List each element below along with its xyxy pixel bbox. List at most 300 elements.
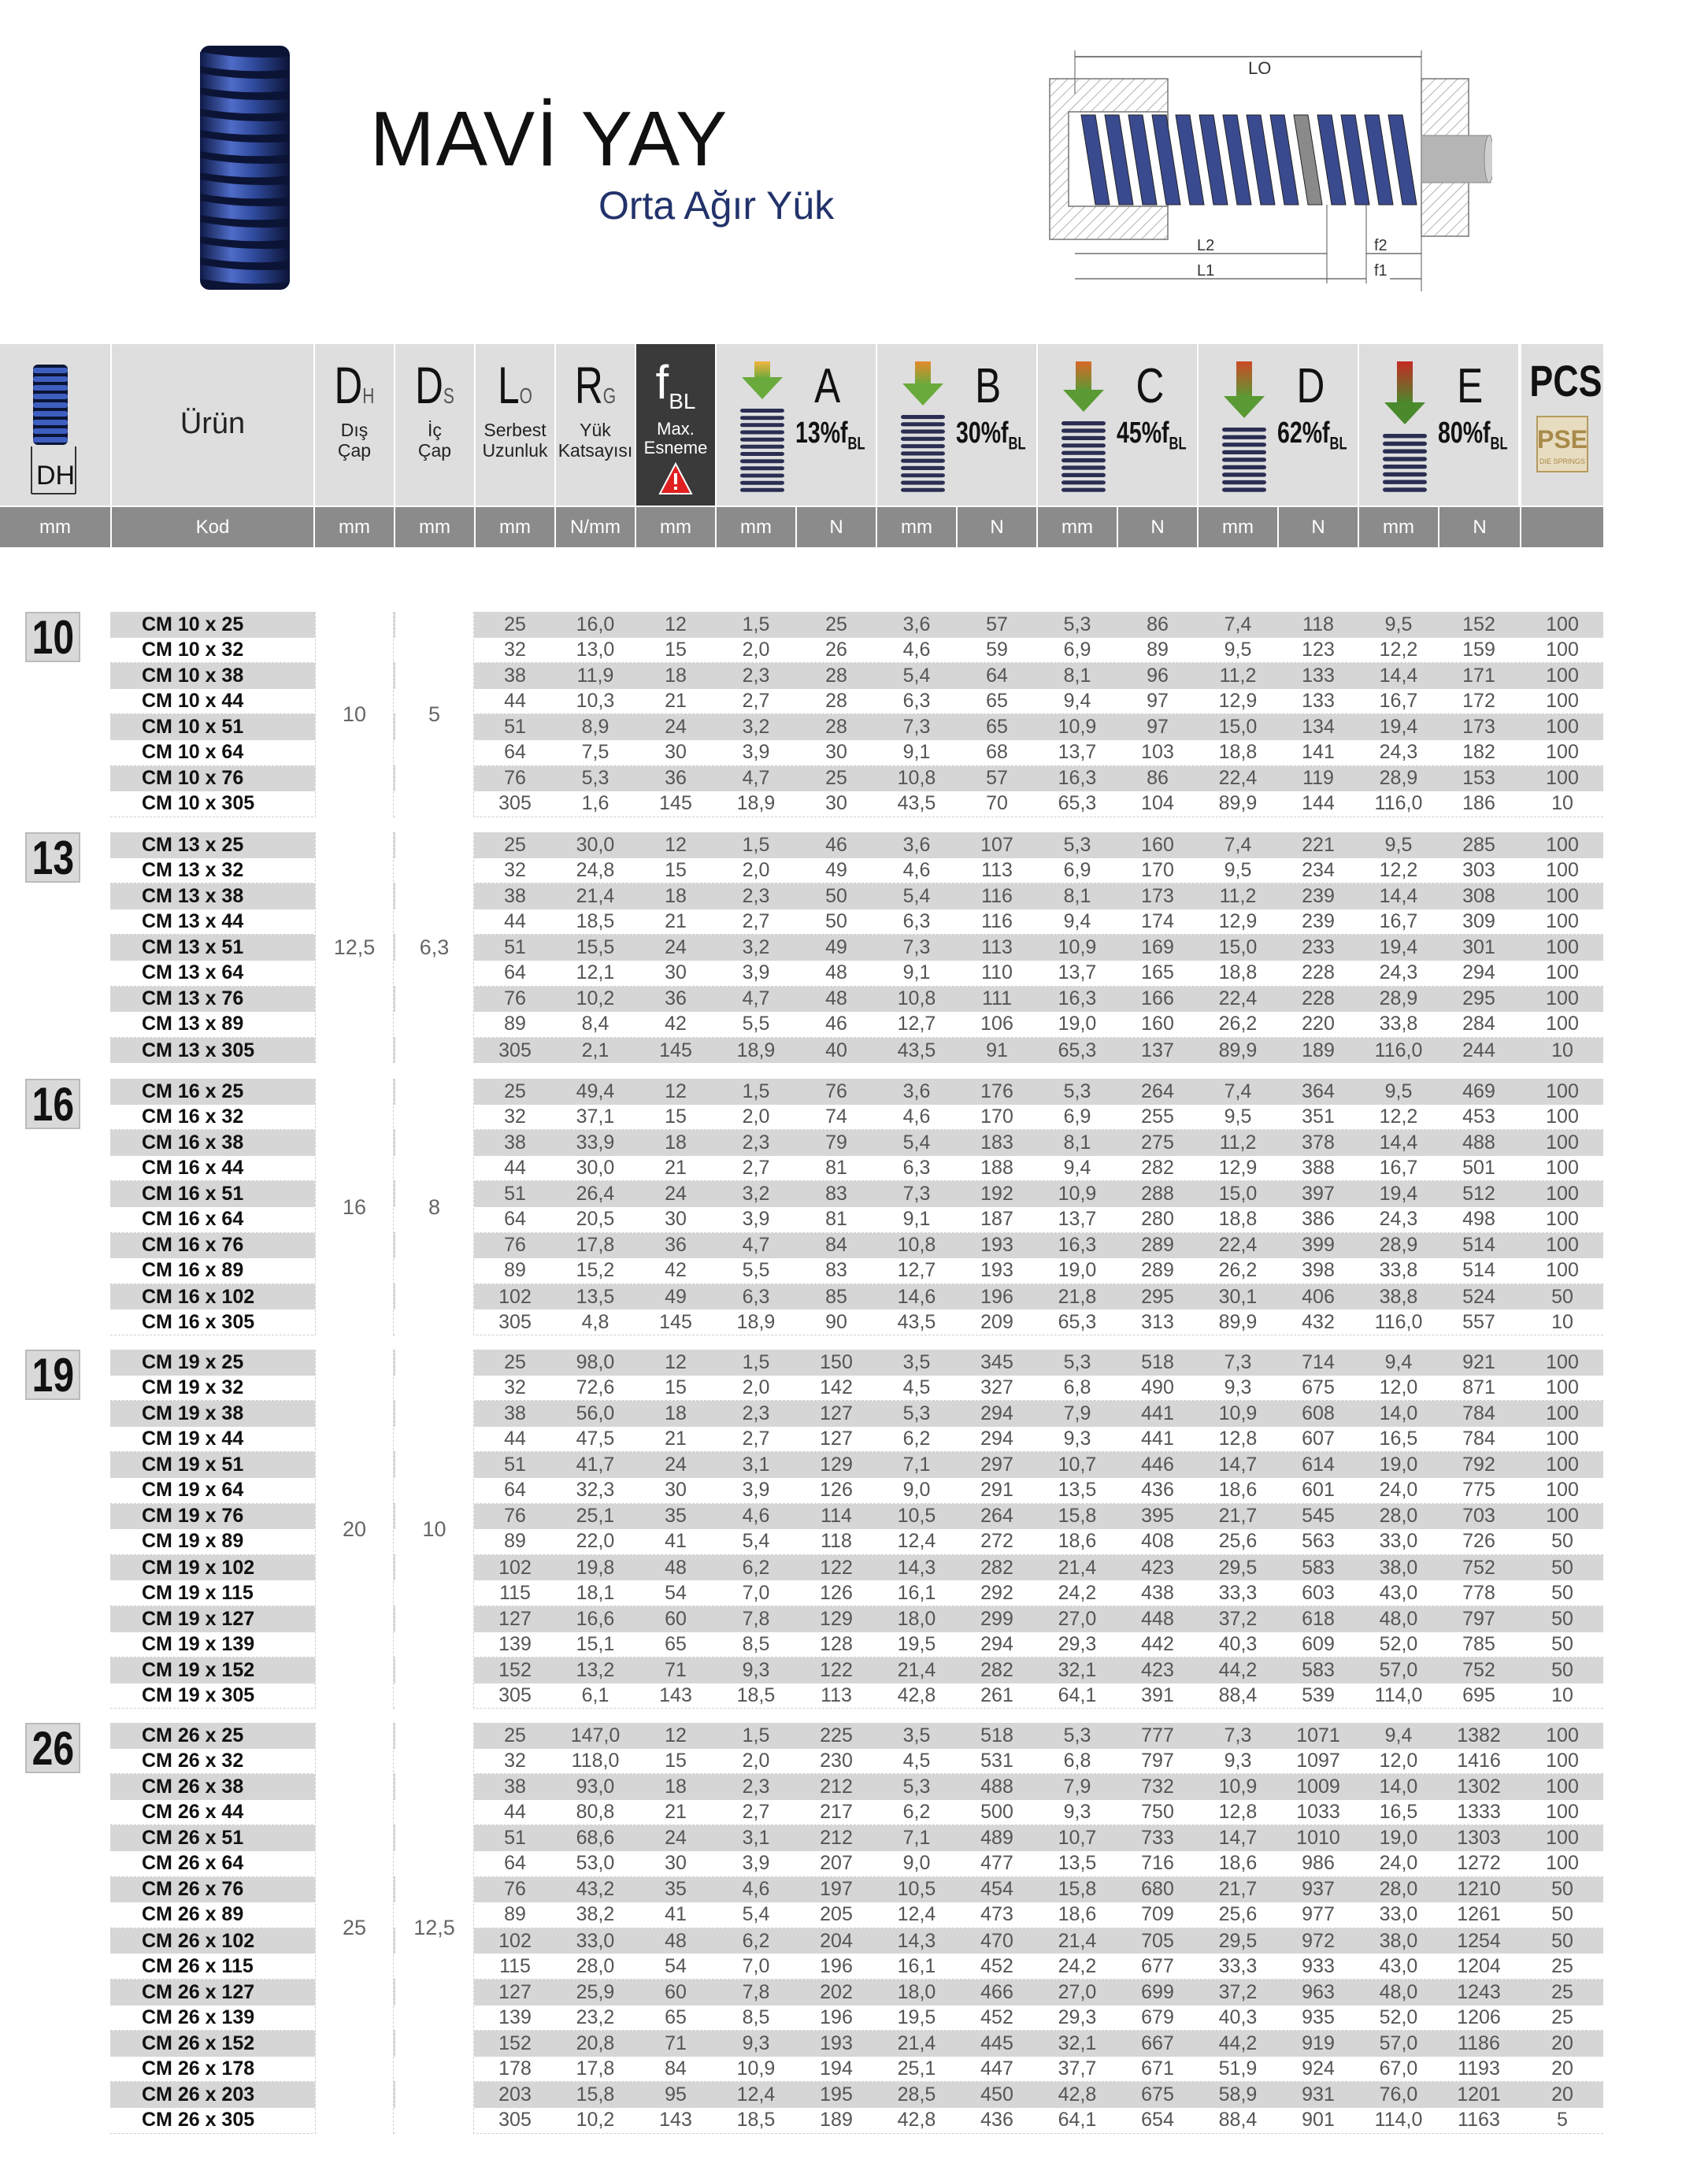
table-cell: 50	[1551, 1530, 1573, 1553]
inner-diameter-cell: 10	[395, 1350, 474, 1709]
table-cell: 8,5	[742, 2006, 770, 2028]
table-cell: 26	[825, 638, 847, 661]
table-cell: 6,3	[902, 910, 931, 933]
table-cell: 20,8	[576, 2032, 615, 2054]
table-cell: 3,2	[742, 716, 770, 739]
mini-spring-coil	[33, 437, 68, 443]
table-cell: 378	[1302, 1131, 1335, 1154]
table-cell: 255	[1141, 1105, 1174, 1128]
table-cell: 450	[980, 2083, 1013, 2106]
product-code: CM 16 x 32	[142, 1105, 244, 1128]
table-cell: 51	[504, 1183, 526, 1206]
table-cell: 292	[980, 1581, 1013, 1604]
table-cell: 9,1	[902, 741, 931, 764]
table-cell: 44,2	[1218, 2032, 1258, 2054]
table-cell: 9,1	[902, 961, 931, 984]
table-cell: 2,0	[742, 1749, 770, 1772]
product-code: CM 26 x 115	[142, 1954, 254, 1977]
table-cell: 119	[1302, 767, 1334, 790]
table-cell: 25	[825, 767, 847, 790]
table-cell: 792	[1462, 1454, 1495, 1476]
table-cell: 7,9	[1063, 1402, 1091, 1424]
table-cell: 212	[820, 1775, 853, 1798]
table-cell: 81	[825, 1208, 847, 1231]
table-cell: 25	[504, 1724, 526, 1746]
fbl-line2: Esneme	[643, 438, 708, 457]
table-cell: 83	[825, 1259, 847, 1282]
product-code: CM 19 x 76	[142, 1505, 244, 1528]
table-cell: 452	[980, 2006, 1013, 2028]
table-cell: 24	[665, 936, 687, 959]
table-cell: 32,1	[1058, 2032, 1097, 2054]
table-cell: 919	[1302, 2032, 1335, 2054]
table-cell: 21,4	[1058, 1556, 1097, 1579]
table-cell: 18,0	[897, 1980, 936, 2003]
table-cell: 80,8	[576, 1801, 615, 1824]
table-cell: 4,6	[742, 1878, 770, 1901]
inner-diameter-cell: 5	[395, 612, 474, 817]
load-percent: $62\%f_{BL}$	[1277, 417, 1347, 454]
table-cell: 89	[504, 1013, 526, 1035]
table-cell: 7,1	[902, 1827, 931, 1850]
table-cell: 24,2	[1058, 1581, 1097, 1604]
table-cell: 6,3	[742, 1285, 770, 1308]
table-cell: 18	[665, 884, 687, 907]
table-cell: 100	[1546, 1402, 1579, 1424]
table-cell: 114,0	[1374, 2109, 1423, 2132]
table-cell: 25	[504, 1350, 526, 1373]
outer-diameter-cell: 10	[315, 612, 394, 817]
load-coil	[1061, 488, 1106, 492]
table-cell: 51	[504, 936, 526, 959]
table-cell: 5,4	[902, 884, 931, 907]
table-cell: 118	[1302, 613, 1334, 635]
table-cell: 24	[665, 1454, 687, 1476]
table-cell: 89,9	[1218, 1310, 1258, 1333]
diagram-coil	[1176, 115, 1204, 205]
table-cell: 41	[665, 1903, 687, 1926]
table-cell: 305	[498, 1039, 532, 1061]
table-cell: 1272	[1457, 1852, 1501, 1875]
mini-spring-coil	[33, 428, 68, 434]
load-coil	[1222, 428, 1266, 431]
table-cell: 2,3	[742, 884, 770, 907]
table-cell: 43,2	[576, 1878, 615, 1901]
table-cell: 38,2	[576, 1903, 615, 1926]
table-cell: 1302	[1457, 1775, 1501, 1798]
table-cell: 84	[665, 2057, 687, 2080]
table-cell: 38,8	[1379, 1285, 1418, 1308]
table-cell: 51	[504, 716, 526, 739]
table-cell: 28	[825, 716, 847, 739]
load-coil	[1222, 487, 1266, 491]
table-cell: 7,5	[581, 741, 609, 764]
product-code: CM 19 x 44	[142, 1428, 244, 1450]
table-cell: 18,6	[1218, 1852, 1258, 1875]
load-coil	[1222, 472, 1266, 476]
table-cell: 110	[981, 961, 1013, 984]
table-cell: 470	[980, 1929, 1013, 1952]
table-cell: 44	[504, 910, 526, 933]
table-cell: 202	[820, 1980, 853, 2003]
spring-group-26	[0, 1723, 1603, 2134]
table-cell: 901	[1302, 2109, 1335, 2132]
table-cell: 50	[1551, 1581, 1573, 1604]
table-cell: 2,7	[742, 1801, 770, 1824]
table-cell: 152	[1462, 613, 1495, 635]
table-cell: 100	[1546, 1376, 1579, 1398]
table-cell: 22,4	[1218, 987, 1258, 1010]
table-cell: 72,6	[576, 1376, 615, 1398]
unit-cell: N/mm	[556, 507, 635, 547]
table-cell: 446	[1141, 1454, 1174, 1476]
table-cell: 5,4	[902, 1131, 931, 1154]
mini-spring-coil	[33, 394, 68, 399]
table-cell: 2,7	[742, 910, 770, 933]
table-cell: 14,0	[1379, 1402, 1418, 1424]
table-cell: 6,9	[1063, 1105, 1091, 1128]
table-cell: 452	[980, 1954, 1013, 1977]
product-code: CM 10 x 64	[142, 741, 244, 764]
table-cell: 4,8	[581, 1310, 609, 1333]
table-cell: 33,0	[1379, 1903, 1418, 1926]
table-cell: 24	[665, 716, 687, 739]
table-cell: 169	[1141, 936, 1174, 959]
table-cell: 7,4	[1224, 833, 1252, 856]
table-cell: 294	[1462, 961, 1495, 984]
table-cell: 44	[504, 1157, 526, 1180]
table-cell: 14,4	[1379, 884, 1418, 907]
table-cell: 100	[1546, 884, 1579, 907]
load-coil	[740, 459, 784, 463]
table-cell: 18	[665, 664, 687, 687]
table-cell: 17,8	[576, 2057, 615, 2080]
table-cell: 60	[665, 1607, 687, 1630]
table-cell: 33,9	[576, 1131, 615, 1154]
load-coil	[1383, 487, 1427, 491]
table-cell: 116	[981, 884, 1013, 907]
table-cell: 50	[1551, 1556, 1573, 1579]
table-cell: 18,8	[1218, 961, 1258, 984]
product-label: Ürün	[180, 407, 246, 440]
table-cell: 33,0	[1379, 1530, 1418, 1553]
table-cell: 1193	[1458, 2057, 1500, 2080]
table-cell: 7,3	[1224, 1724, 1252, 1746]
table-cell: 89	[1147, 638, 1169, 661]
table-cell: 2,0	[742, 1105, 770, 1128]
table-cell: 1186	[1458, 2032, 1500, 2054]
table-cell: 282	[1141, 1157, 1174, 1180]
table-cell: 284	[1462, 1013, 1495, 1035]
table-cell: 1,5	[742, 1724, 770, 1746]
table-cell: 441	[1141, 1428, 1174, 1450]
rg-line2: Katsayısı	[558, 440, 633, 461]
table-cell: 93,0	[576, 1775, 615, 1798]
table-cell: 33,0	[576, 1929, 615, 1952]
table-cell: 57,0	[1379, 1658, 1418, 1681]
load-letter: B	[975, 359, 1002, 413]
table-cell: 677	[1141, 1954, 1174, 1977]
diagram-coil	[1199, 115, 1228, 205]
table-cell: 1333	[1457, 1801, 1501, 1824]
table-cell: 21	[665, 1801, 687, 1824]
dh-symbol: D	[334, 356, 363, 414]
table-cell: 398	[1302, 1259, 1335, 1282]
table-cell: 397	[1302, 1183, 1335, 1206]
table-cell: 89,9	[1218, 792, 1258, 815]
table-cell: 29,5	[1218, 1929, 1258, 1952]
table-cell: 5,4	[902, 664, 931, 687]
table-cell: 1416	[1457, 1749, 1501, 1772]
table-cell: 18,0	[897, 1607, 936, 1630]
table-cell: 1243	[1457, 1980, 1501, 2003]
table-cell: 153	[1462, 767, 1495, 790]
table-cell: 32	[504, 1749, 526, 1772]
table-cell: 30,0	[576, 1157, 615, 1180]
load-arrow-spring-icon	[893, 361, 953, 500]
product-code: CM 16 x 89	[142, 1259, 244, 1282]
table-cell: 364	[1302, 1080, 1335, 1102]
table-cell: 100	[1546, 690, 1579, 713]
table-cell: 212	[820, 1827, 853, 1850]
table-cell: 127	[498, 1607, 532, 1630]
group-size-badge: 16	[25, 1079, 80, 1129]
table-cell: 1206	[1457, 2006, 1501, 2028]
table-cell: 5,4	[742, 1903, 770, 1926]
table-cell: 14,3	[897, 1556, 936, 1579]
table-cell: 97	[1147, 690, 1169, 713]
table-cell: 100	[1546, 1259, 1579, 1282]
table-cell: 6,9	[1063, 638, 1091, 661]
table-cell: 50	[825, 910, 847, 933]
table-cell: 30	[665, 1208, 687, 1231]
table-cell: 750	[1141, 1801, 1174, 1824]
table-cell: 17,8	[576, 1234, 615, 1257]
load-percent: $80\%f_{BL}$	[1438, 417, 1508, 454]
table-cell: 106	[980, 1013, 1013, 1035]
product-code: CM 16 x 102	[142, 1285, 255, 1308]
table-cell: 10,8	[897, 1234, 936, 1257]
table-cell: 21,4	[897, 1658, 936, 1681]
table-cell: 76	[504, 1878, 526, 1901]
table-cell: 5,3	[902, 1775, 931, 1798]
table-cell: 15,8	[1058, 1878, 1097, 1901]
table-cell: 871	[1462, 1376, 1495, 1398]
table-cell: 6,1	[581, 1684, 609, 1707]
table-cell: 16,7	[1379, 910, 1418, 933]
table-cell: 25	[504, 833, 526, 856]
table-cell: 10	[1551, 1039, 1573, 1061]
table-cell: 716	[1141, 1852, 1174, 1875]
table-cell: 88,4	[1218, 1684, 1258, 1707]
table-cell: 19,0	[1379, 1827, 1418, 1850]
table-cell: 12,2	[1379, 638, 1418, 661]
group-size-badge: 10	[25, 612, 80, 662]
product-code: CM 26 x 152	[142, 2032, 255, 2054]
table-cell: 102	[498, 1929, 532, 1952]
table-cell: 133	[1302, 664, 1335, 687]
table-cell: 50	[1551, 1285, 1573, 1308]
load-coil	[740, 416, 784, 420]
table-cell: 9,3	[1224, 1749, 1252, 1772]
table-cell: 48,0	[1379, 1980, 1418, 2003]
table-cell: 10	[1551, 792, 1573, 815]
unit-cell: N	[958, 507, 1036, 547]
load-letter: D	[1296, 359, 1325, 413]
table-cell: 228	[1302, 961, 1335, 984]
table-cell: 113	[981, 858, 1013, 881]
table-cell: 5,3	[1063, 1080, 1091, 1102]
table-cell: 150	[820, 1350, 853, 1373]
table-cell: 33,3	[1218, 1954, 1258, 1977]
table-cell: 116	[981, 910, 1013, 933]
table-cell: 33,8	[1379, 1013, 1418, 1035]
table-cell: 6,2	[902, 1428, 931, 1450]
table-cell: 1163	[1458, 2109, 1500, 2132]
table-cell: 16,0	[576, 613, 615, 635]
table-cell: 89	[504, 1259, 526, 1282]
table-cell: 22,4	[1218, 1234, 1258, 1257]
table-cell: 454	[980, 1878, 1013, 1901]
table-cell: 13,5	[1058, 1852, 1097, 1875]
page-title: MAVİ YAY	[370, 95, 729, 182]
table-cell: 122	[820, 1556, 853, 1579]
table-cell: 16,6	[576, 1607, 615, 1630]
table-cell: 193	[820, 2032, 853, 2054]
table-cell: 295	[1462, 987, 1495, 1010]
table-cell: 14,6	[897, 1285, 936, 1308]
table-cell: 5,3	[902, 1402, 931, 1424]
table-cell: 21,7	[1218, 1878, 1258, 1901]
table-cell: 56,0	[576, 1402, 615, 1424]
product-code: CM 16 x 38	[142, 1131, 244, 1154]
load-coil	[1061, 421, 1106, 425]
product-code: CM 26 x 127	[142, 1980, 255, 2003]
table-cell: 14,7	[1218, 1827, 1258, 1850]
diagram-coil	[1388, 115, 1417, 205]
load-percent: $45\%f_{BL}$	[1117, 417, 1187, 454]
unit-cell: mm	[1359, 507, 1438, 547]
table-cell: 18,9	[736, 1310, 776, 1333]
table-cell: 42	[665, 1259, 687, 1282]
load-percent: $30\%f_{BL}$	[956, 417, 1026, 454]
table-cell: 15,2	[576, 1259, 615, 1282]
table-cell: 18,8	[1218, 741, 1258, 764]
table-cell: 37,2	[1218, 1980, 1258, 2003]
table-cell: 16,7	[1379, 690, 1418, 713]
table-cell: 7,4	[1224, 1080, 1252, 1102]
table-cell: 12	[665, 1350, 687, 1373]
table-cell: 196	[820, 1954, 853, 1977]
load-coil	[1222, 435, 1266, 439]
table-cell: 26,2	[1218, 1013, 1258, 1035]
table-cell: 9,5	[1384, 613, 1413, 635]
table-cell: 143	[659, 2109, 692, 2132]
table-cell: 12	[665, 1724, 687, 1746]
table-cell: 6,2	[742, 1556, 770, 1579]
table-cell: 1,5	[742, 1080, 770, 1102]
table-cell: 5,3	[1063, 1724, 1091, 1746]
table-cell: 15	[665, 638, 687, 661]
table-cell: 15,0	[1218, 936, 1258, 959]
product-code: CM 13 x 25	[142, 833, 244, 856]
product-code: CM 19 x 51	[142, 1454, 244, 1476]
table-cell: 36	[665, 987, 687, 1010]
table-cell: 104	[1141, 792, 1174, 815]
table-cell: 40,3	[1218, 2006, 1258, 2028]
table-cell: 152	[498, 2032, 532, 2054]
product-code: CM 26 x 305	[142, 2109, 255, 2132]
table-cell: 114,0	[1374, 1684, 1423, 1707]
product-code: CM 16 x 51	[142, 1183, 244, 1206]
table-cell: 64	[504, 741, 526, 764]
table-cell: 100	[1546, 1080, 1579, 1102]
table-cell: 752	[1462, 1658, 1495, 1681]
table-cell: 48	[825, 961, 847, 984]
table-cell: 14,3	[897, 1929, 936, 1952]
unit-cell: mm	[315, 507, 394, 547]
table-cell: 48,0	[1379, 1607, 1418, 1630]
table-cell: 453	[1462, 1105, 1495, 1128]
table-cell: 126	[820, 1479, 853, 1502]
table-cell: 1010	[1296, 1827, 1340, 1850]
table-cell: 230	[820, 1749, 853, 1772]
table-cell: 47,5	[576, 1428, 615, 1450]
header-dh	[315, 344, 394, 506]
table-cell: 43,5	[897, 792, 936, 815]
table-cell: 195	[820, 2083, 853, 2106]
table-cell: 233	[1302, 936, 1335, 959]
table-cell: 3,6	[902, 1080, 931, 1102]
table-cell: 972	[1302, 1929, 1335, 1952]
table-cell: 74	[825, 1105, 847, 1128]
spring-group-10	[0, 612, 1603, 817]
table-cell: 1204	[1457, 1954, 1501, 1977]
table-cell: 345	[980, 1350, 1013, 1373]
table-cell: 1303	[1457, 1827, 1501, 1850]
table-cell: 24,3	[1379, 1208, 1418, 1231]
table-cell: 16,3	[1058, 767, 1097, 790]
table-cell: 36	[665, 1234, 687, 1257]
unit-cell: N	[1118, 507, 1197, 547]
warning-icon	[658, 462, 693, 495]
product-code: CM 19 x 305	[142, 1684, 255, 1707]
load-coil	[1222, 457, 1266, 461]
table-cell: 25,1	[576, 1505, 615, 1528]
table-cell: 12,2	[1379, 858, 1418, 881]
table-cell: 531	[980, 1749, 1013, 1772]
table-cell: 19,5	[897, 2006, 936, 2028]
table-cell: 15,8	[1058, 1505, 1097, 1528]
table-cell: 37,7	[1058, 2057, 1097, 2080]
table-cell: 12,4	[736, 2083, 776, 2106]
table-cell: 116,0	[1374, 1039, 1423, 1061]
table-cell: 100	[1546, 1157, 1579, 1180]
mini-spring-coil	[33, 420, 68, 425]
diagram-coil	[1247, 115, 1275, 205]
table-cell: 667	[1141, 2032, 1174, 2054]
table-cell: 9,3	[742, 1658, 770, 1681]
table-cell: 518	[1141, 1350, 1174, 1373]
table-cell: 118	[821, 1530, 852, 1553]
table-cell: 10,8	[897, 767, 936, 790]
table-cell: 228	[1302, 987, 1335, 1010]
table-cell: 395	[1141, 1505, 1174, 1528]
table-cell: 18,1	[576, 1581, 615, 1604]
table-cell: 9,3	[1063, 1428, 1091, 1450]
load-coil	[740, 452, 784, 456]
load-coil	[901, 473, 945, 477]
